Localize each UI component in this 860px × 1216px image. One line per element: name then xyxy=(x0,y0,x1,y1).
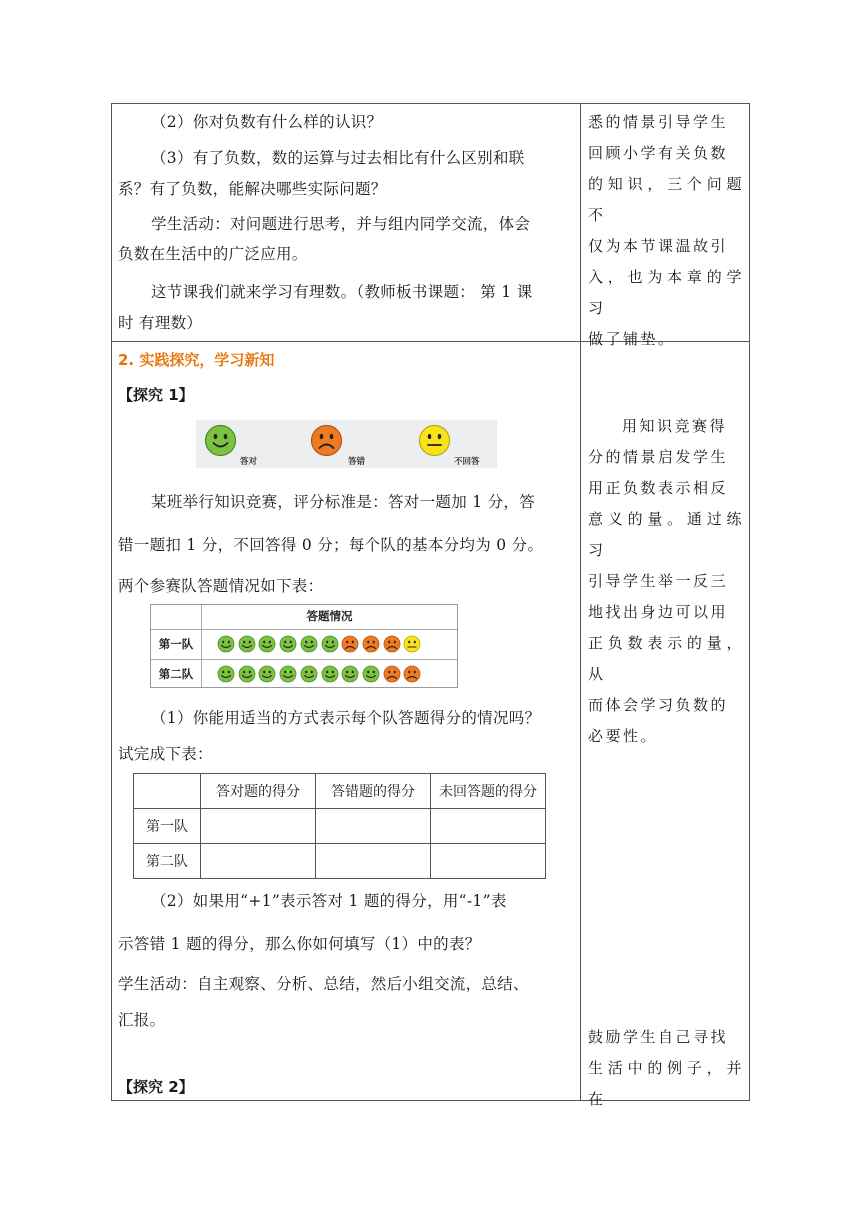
blank-cell[interactable] xyxy=(316,809,431,844)
question-2: （2）你对负数有什么样的认识？ xyxy=(151,113,383,131)
activity2-line-2: 汇报。 xyxy=(118,1011,166,1029)
wrong-face-icon xyxy=(403,665,421,683)
wrong-face-icon xyxy=(362,635,380,653)
side-note-line: 正负数表示的量，从 xyxy=(588,634,744,683)
wrong-face-icon xyxy=(383,635,401,653)
activity2-line-1: 学生活动：自主观察、分析、总结，然后小组交流，总结、 xyxy=(118,975,529,993)
question-3-line-1: （3）有了负数，数的运算与过去相比有什么区别和联 xyxy=(151,149,525,167)
header-cell xyxy=(134,774,201,809)
blank-cell[interactable] xyxy=(201,844,316,879)
correct-face-icon xyxy=(238,635,256,653)
table-row xyxy=(151,629,457,659)
row-label: 第二队 xyxy=(134,844,201,879)
side-note-line: 的知识，三个问题不 xyxy=(588,175,744,224)
side-note-line: 入，也为本章的学习 xyxy=(588,268,744,317)
table-row xyxy=(151,659,457,689)
answer-table-title: 答题情况 xyxy=(306,609,353,623)
correct-face-icon xyxy=(362,665,380,683)
side-note-line: 分的情景启发学生 xyxy=(588,448,729,466)
header-cell: 未回答题的得分 xyxy=(431,774,546,809)
q2-line-1: （2）如果用“+1”表示答对 1 题的得分，用“-1”表 xyxy=(151,892,507,910)
blank-cell[interactable] xyxy=(316,844,431,879)
side-note-line: 做了铺垫。 xyxy=(588,330,676,348)
q2-line-2: 示答错 1 题的得分，那么你如何填写（1）中的表？ xyxy=(118,935,481,953)
correct-face-icon xyxy=(238,665,256,683)
correct-face-icon xyxy=(258,665,276,683)
q1-line-2: 试完成下表： xyxy=(118,745,213,763)
side-note-line: 鼓励学生自己寻找 xyxy=(588,1028,729,1046)
legend-no-answer-label: 不回答 xyxy=(454,457,480,467)
correct-face-icon xyxy=(279,665,297,683)
correct-face-icon xyxy=(204,424,237,461)
correct-face-icon xyxy=(258,635,276,653)
legend-wrong-label: 答错 xyxy=(348,457,366,467)
column-divider xyxy=(580,103,581,1101)
table-row xyxy=(134,844,546,879)
wrong-face-icon xyxy=(383,665,401,683)
correct-face-icon xyxy=(341,665,359,683)
side-note-line: 回顾小学有关负数 xyxy=(588,144,729,162)
no-answer-face-icon xyxy=(418,424,451,461)
correct-face-icon xyxy=(300,665,318,683)
side-note-1 xyxy=(588,107,744,355)
team-name: 第二队 xyxy=(158,667,194,681)
activity-line-2: 负数在生活中的广泛应用。 xyxy=(118,245,308,263)
explore-2-heading: 【探究 2】 xyxy=(118,1078,194,1096)
correct-face-icon xyxy=(279,635,297,653)
correct-face-icon xyxy=(217,635,235,653)
side-note-line: 生活中的例子，并在 xyxy=(588,1059,744,1108)
question-3-line-2: 系？有了负数，能解决哪些实际问题？ xyxy=(118,180,387,198)
side-note-line: 用正负数表示相反 xyxy=(588,479,729,497)
q1-line-1: （1）你能用适当的方式表示每个队答题得分的情况吗？ xyxy=(151,709,541,727)
explore-1-heading: 【探究 1】 xyxy=(118,386,194,404)
correct-face-icon xyxy=(217,665,235,683)
side-note-line: 用知识竞赛得 xyxy=(622,417,728,435)
intro-line-2: 时 有理数） xyxy=(118,314,203,332)
table-row xyxy=(134,809,546,844)
fill-in-table xyxy=(133,773,546,879)
contest-line-2: 错一题扣 1 分，不回答得 0 分；每个队的基本分均为 0 分。 xyxy=(118,536,544,554)
side-note-line: 地找出身边可以用 xyxy=(588,603,729,621)
no-answer-face-icon xyxy=(403,635,421,653)
activity-line-1: 学生活动：对问题进行思考，并与组内同学交流，体会 xyxy=(151,215,531,233)
wrong-face-icon xyxy=(310,424,343,461)
side-note-line: 意义的量。通过练习 xyxy=(588,510,744,559)
legend-correct-label: 答对 xyxy=(240,457,258,467)
side-note-line: 必要性。 xyxy=(588,727,659,745)
row-label: 第一队 xyxy=(134,809,201,844)
table-row xyxy=(134,774,546,809)
intro-line-1: 这节课我们就来学习有理数。（教师板书课题： 第 1 课 xyxy=(151,283,533,301)
side-note-line: 仅为本节课温故引 xyxy=(588,237,729,255)
blank-cell[interactable] xyxy=(431,809,546,844)
section-heading: 2. 实践探究，学习新知 xyxy=(118,351,275,369)
correct-face-icon xyxy=(300,635,318,653)
blank-cell[interactable] xyxy=(201,809,316,844)
answer-status-table xyxy=(150,604,458,688)
blank-cell[interactable] xyxy=(431,844,546,879)
side-note-2 xyxy=(588,411,744,752)
contest-line-3: 两个参赛队答题情况如下表： xyxy=(118,577,324,595)
correct-face-icon xyxy=(321,635,339,653)
header-cell: 答对题的得分 xyxy=(201,774,316,809)
smiley-legend xyxy=(196,420,497,468)
side-note-line: 悉的情景引导学生 xyxy=(588,113,729,131)
side-note-line: 引导学生举一反三 xyxy=(588,572,729,590)
side-note-3 xyxy=(588,1022,744,1115)
contest-line-1: 某班举行知识竞赛，评分标准是：答对一题加 1 分，答 xyxy=(151,493,536,511)
team-name: 第一队 xyxy=(158,637,194,651)
wrong-face-icon xyxy=(341,635,359,653)
side-note-line: 而体会学习负数的 xyxy=(588,696,729,714)
correct-face-icon xyxy=(321,665,339,683)
header-cell: 答错题的得分 xyxy=(316,774,431,809)
